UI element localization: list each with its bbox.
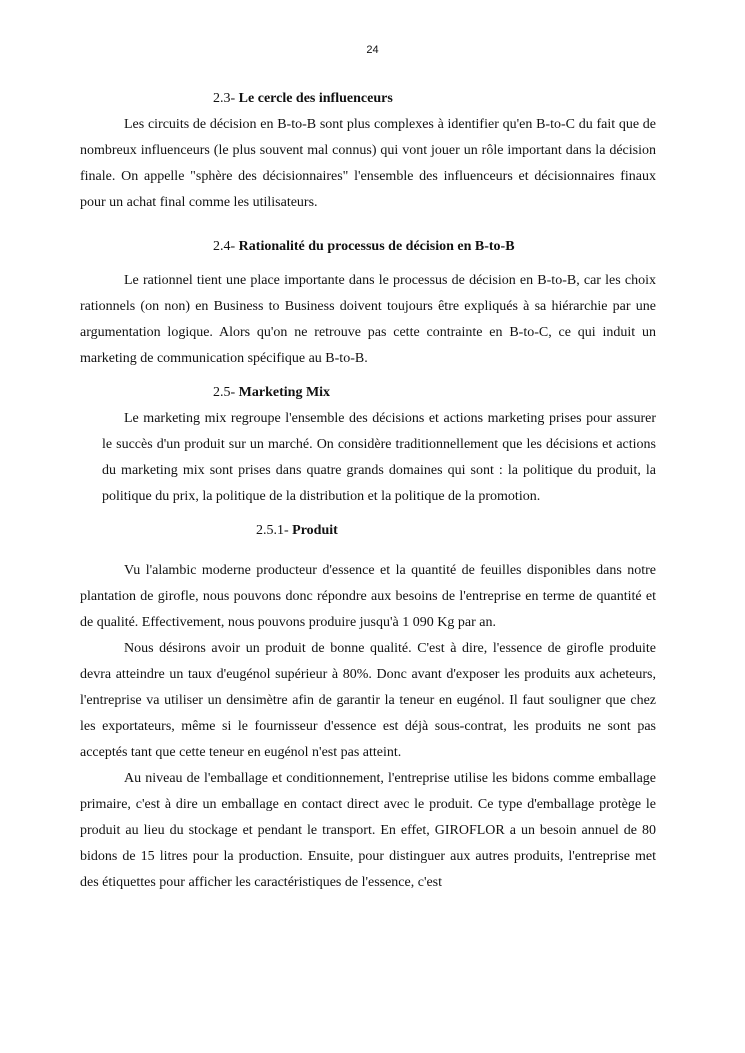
section-title: Produit: [292, 523, 338, 538]
document-body: [80, 86, 656, 896]
paragraph: Vu l'alambic moderne producteur d'essence et la quantité de feuilles disponibles dans notre plantation de girofle, nous pouvons donc répondre aux besoins de l'entreprise en terme de quantité et de qualité. Effectivement, nous pouvons produire jusqu'à 1 090 Kg par an.: [80, 563, 656, 630]
section-heading-2-5: [80, 380, 656, 406]
paragraph: Nous désirons avoir un produit de bonne qualité. C'est à dire, l'essence de girofle produite devra atteindre un taux d'eugénol supérieur à 80%. Donc avant d'exposer les produits aux acheteurs, l'entreprise va utiliser un densimètre afin de garantir la teneur en eugénol. Il faut souligner que chez les exportateurs, même si le fournisseur d'essence est déjà sous-contrat, les produits ne sont pas acceptés tant que cette teneur en eugénol n'est pas atteint.: [80, 641, 656, 760]
section-heading-2-3: [80, 86, 656, 112]
section-number: 2.3-: [213, 91, 236, 106]
section-number: 2.5-: [213, 385, 236, 400]
section-number: 2.4-: [213, 239, 236, 254]
paragraph: Le rationnel tient une place importante dans le processus de décision en B-to-B, car les choix rationnels (on non) en Business to Business doivent toujours être expliqués à sa hiérarchie par une argumentation logique. Alors qu'on ne retrouve pas cette contrainte en B-to-C, ce qui induit un marketing de communication spécifique au B-to-B.: [80, 273, 656, 366]
section-title: Le cercle des influenceurs: [238, 91, 393, 106]
section-heading-2-5-1: [80, 518, 656, 544]
section-title: Marketing Mix: [238, 385, 331, 400]
paragraph: Le marketing mix regroupe l'ensemble des décisions et actions marketing prises pour assurer le succès d'un produit sur un marché. On considère traditionnellement que les décisions et actions du marketing mix sont prises dans quatre grands domaines qui sont : la politique du produit, la politique du prix, la politique de la distribution et la politique de la promotion.: [102, 411, 656, 504]
page-number: 24: [366, 44, 379, 56]
section-title: Rationalité du processus de décision en B-to-B: [238, 239, 515, 254]
paragraph: Les circuits de décision en B-to-B sont plus complexes à identifier qu'en B-to-C du fait que de nombreux influenceurs (le plus souvent mal connus) qui vont jouer un rôle important dans la décision finale. On appelle "sphère des décisionnaires" l'ensemble des influenceurs et décisionnaires finaux pour un achat final comme les utilisateurs.: [80, 117, 656, 210]
section-heading-2-4: [80, 234, 656, 260]
section-number: 2.5.1-: [256, 523, 289, 538]
paragraph: Au niveau de l'emballage et conditionnement, l'entreprise utilise les bidons comme emballage primaire, c'est à dire un emballage en contact direct avec le produit. Ce type d'emballage protège le produit au lieu du stockage et pendant le transport. En effet, GIROFLOR a un besoin annuel de 80 bidons de 15 litres pour la production. Ensuite, pour distinguer aux autres produits, l'entreprise met des étiquettes pour afficher les caractéristiques de l'essence, c'est: [80, 771, 656, 890]
